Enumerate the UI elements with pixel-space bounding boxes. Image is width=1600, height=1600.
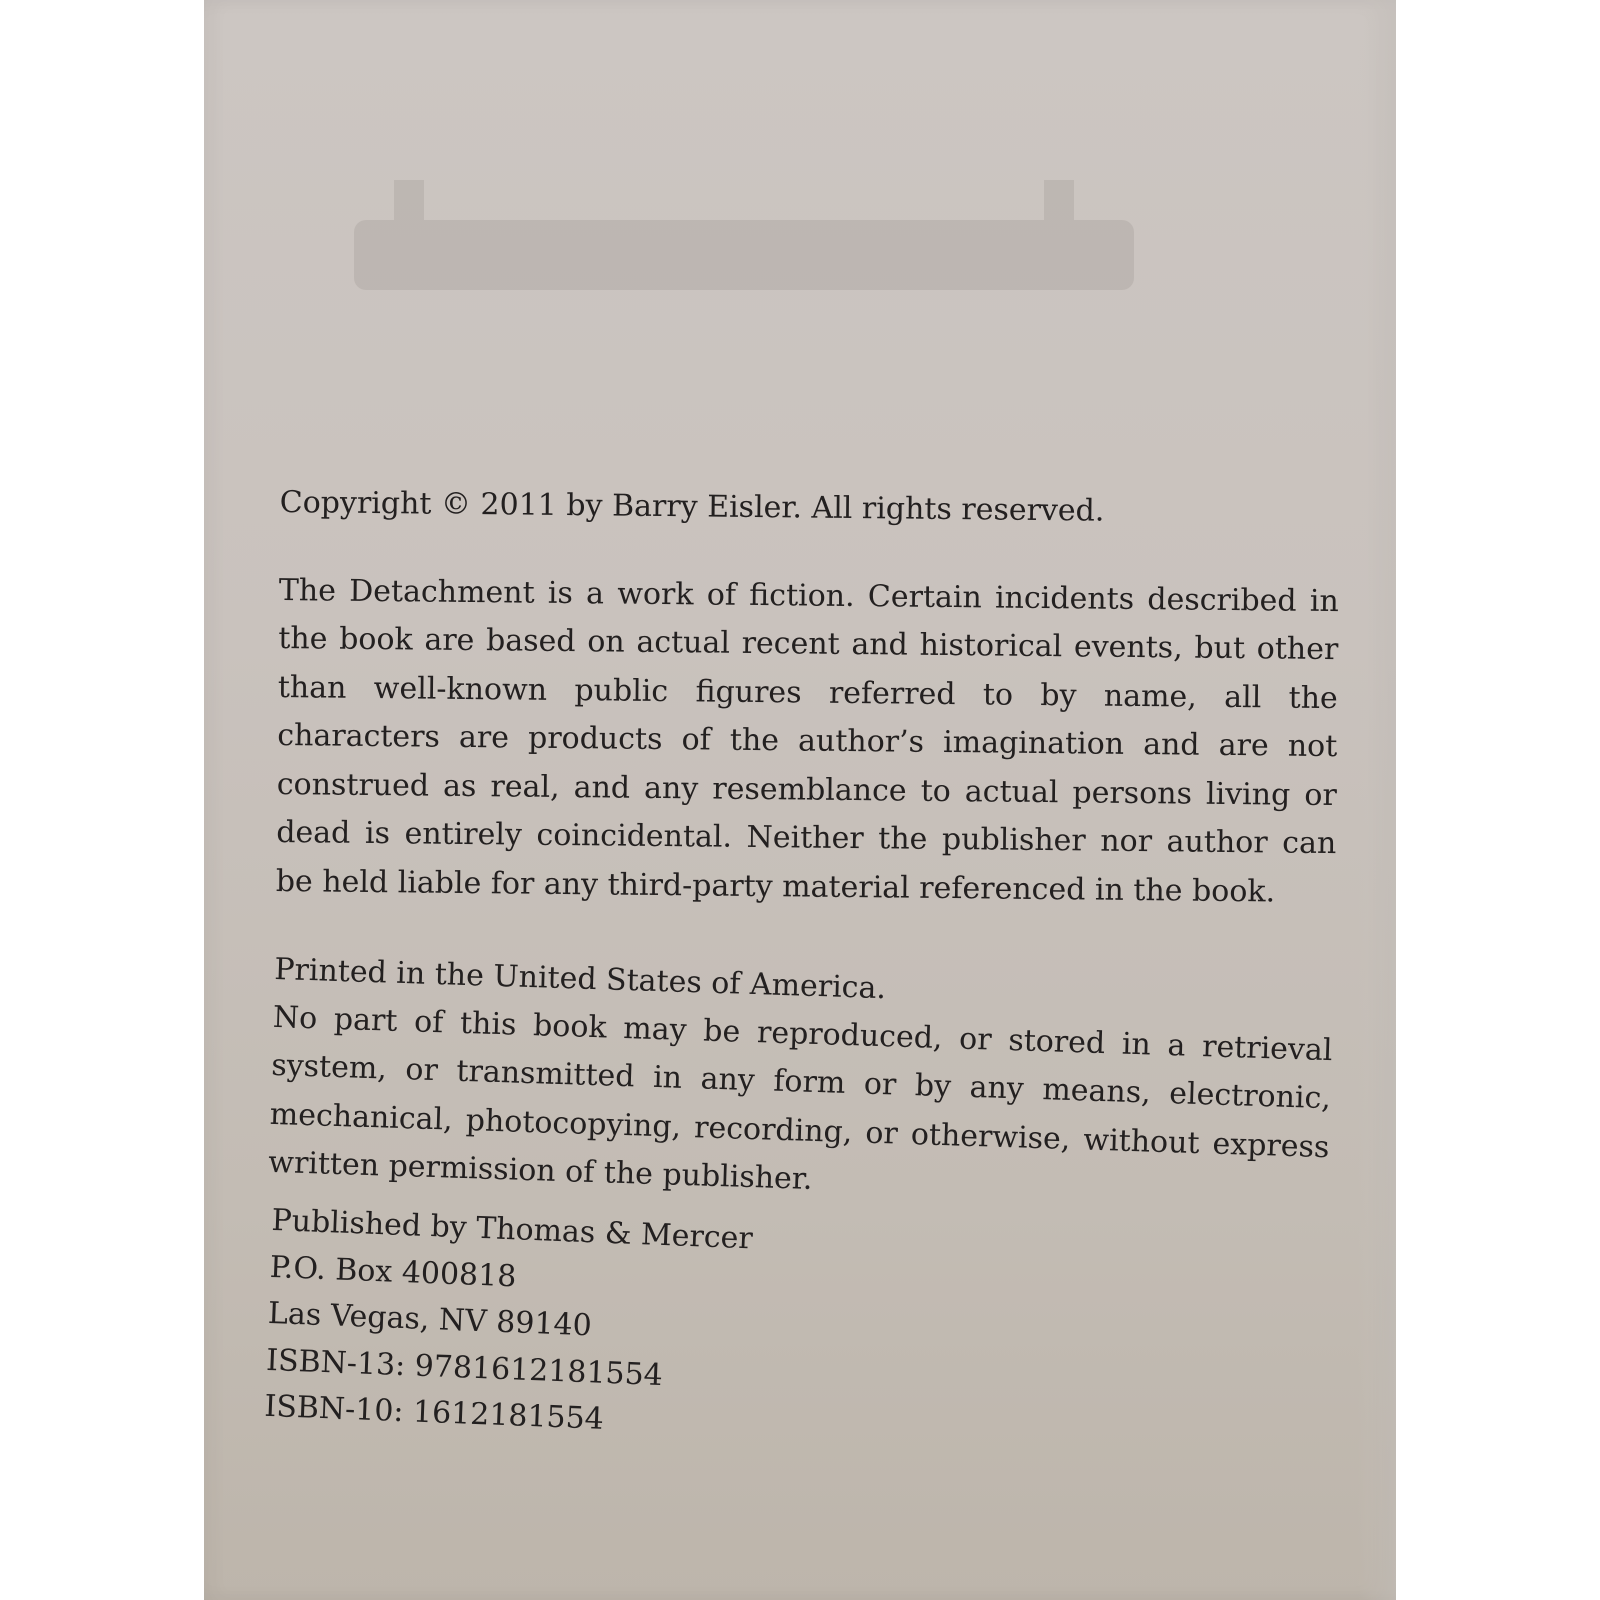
book-page	[204, 0, 1396, 1600]
copyright-text-block	[263, 480, 1340, 1441]
isbn10-line: ISBN-10: 1612181554	[263, 1388, 605, 1437]
page-edge-shadow	[1358, 0, 1396, 1600]
city-line: Las Vegas, NV 89140	[267, 1295, 593, 1343]
show-through-title-graphic	[354, 150, 1154, 330]
publisher-info	[264, 1197, 1332, 1470]
po-box-line: P.O. Box 400818	[269, 1248, 517, 1294]
fiction-disclaimer: The Detachment is a work of fiction. Certain incidents described in the book are based on actual recent and historical events, but other than well-known public figures referred to by name, all the characters are products of the author’s imagination and are not construed as real, and any resemblance to actual persons living or dead is entirely coincidental. Neither the publisher nor author can be held liable for any third-party material referenced in the book.	[275, 572, 1339, 910]
isbn13-line: ISBN-13: 9781612181554	[265, 1341, 664, 1393]
printed-in-line: Printed in the United States of America.	[273, 951, 887, 1006]
copyright-line: Copyright © 2011 by Barry Eisler. All rights reserved.	[279, 484, 1105, 529]
publisher-line: Published by Thomas & Mercer	[270, 1202, 754, 1256]
rights-block	[268, 947, 1335, 1221]
rights-notice: No part of this book may be reproduced, or stored in a retrieval system, or transmitted in any form or by any means, electronic, mechanical, photocopying, recording, or otherwise, without express written permission of the publisher.	[267, 999, 1333, 1197]
